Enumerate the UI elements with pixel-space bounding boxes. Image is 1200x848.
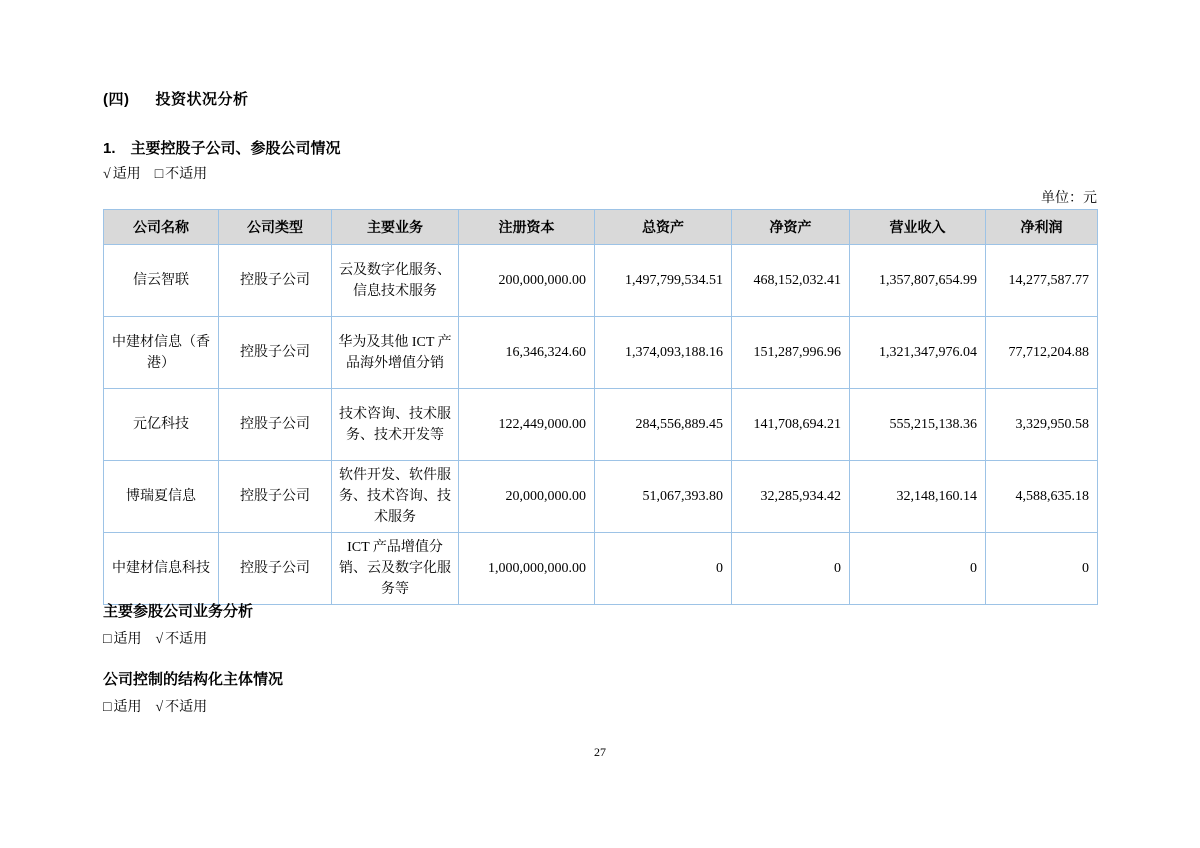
cell-net-profit: 0 [986,533,1098,605]
cell-company-type: 控股子公司 [219,461,332,533]
cell-company-name: 信云智联 [104,245,219,317]
subsection-numbering: 1. [103,140,116,157]
applicability-line-analysis [103,628,207,648]
section-numbering: (四) [103,91,130,108]
analysis-section-title: 主要参股公司业务分析 [103,603,254,620]
cell-registered-capital: 122,449,000.00 [459,389,595,461]
header-revenue: 营业收入 [850,210,986,245]
structured-entity-section-title: 公司控制的结构化主体情况 [103,671,284,688]
header-main-business: 主要业务 [332,210,459,245]
check-icon: √ [155,632,164,647]
checkbox-icon: □ [103,700,112,715]
not-applicable-label: 不适用 [165,167,208,182]
applicable-label: 适用 [112,167,141,182]
cell-company-name: 博瑞夏信息 [104,461,219,533]
not-applicable-label: 不适用 [165,700,208,715]
checkbox-icon: □ [103,632,112,647]
table-row [104,317,1098,389]
cell-net-assets: 0 [732,533,850,605]
cell-revenue: 0 [850,533,986,605]
cell-main-business: 云及数字化服务、信息技术服务 [332,245,459,317]
cell-net-profit: 77,712,204.88 [986,317,1098,389]
cell-net-assets: 151,287,996.96 [732,317,850,389]
applicable-label: 适用 [113,632,142,647]
subsidiaries-table [103,209,1098,605]
cell-revenue: 1,321,347,976.04 [850,317,986,389]
cell-total-assets: 51,067,393.80 [595,461,732,533]
cell-company-name: 元亿科技 [104,389,219,461]
cell-registered-capital: 200,000,000.00 [459,245,595,317]
cell-main-business: ICT 产品增值分销、云及数字化服务等 [332,533,459,605]
unit-label: 单位：元 [1041,191,1097,206]
cell-revenue: 32,148,160.14 [850,461,986,533]
cell-main-business: 技术咨询、技术服务、技术开发等 [332,389,459,461]
cell-main-business: 软件开发、软件服务、技术咨询、技术服务 [332,461,459,533]
cell-company-name: 中建材信息科技 [104,533,219,605]
cell-total-assets: 1,497,799,534.51 [595,245,732,317]
table-row [104,389,1098,461]
cell-net-profit: 3,329,950.58 [986,389,1098,461]
cell-net-profit: 14,277,587.77 [986,245,1098,317]
table-row [104,533,1098,605]
check-icon: √ [103,167,111,182]
header-net-profit: 净利润 [986,210,1098,245]
cell-total-assets: 284,556,889.45 [595,389,732,461]
cell-revenue: 555,215,138.36 [850,389,986,461]
cell-main-business: 华为及其他 ICT 产品海外增值分销 [332,317,459,389]
header-company-type: 公司类型 [219,210,332,245]
cell-net-assets: 468,152,032.41 [732,245,850,317]
applicable-label: 适用 [113,700,142,715]
table-header-row [104,210,1098,245]
header-net-assets: 净资产 [732,210,850,245]
table-row [104,245,1098,317]
applicability-line-subsidiaries [103,163,207,183]
header-registered-capital: 注册资本 [459,210,595,245]
table-row [104,461,1098,533]
section-heading [103,88,249,109]
cell-net-assets: 32,285,934.42 [732,461,850,533]
page-number: 27 [594,745,606,759]
cell-company-type: 控股子公司 [219,317,332,389]
subsection-title: 主要控股子公司、参股公司情况 [130,140,341,157]
cell-company-type: 控股子公司 [219,245,332,317]
cell-net-assets: 141,708,694.21 [732,389,850,461]
check-icon: √ [155,700,164,715]
applicability-line-structured [103,696,207,716]
cell-company-type: 控股子公司 [219,533,332,605]
cell-registered-capital: 20,000,000.00 [459,461,595,533]
cell-total-assets: 0 [595,533,732,605]
cell-registered-capital: 1,000,000,000.00 [459,533,595,605]
not-applicable-label: 不适用 [165,632,208,647]
cell-company-type: 控股子公司 [219,389,332,461]
cell-company-name: 中建材信息（香港） [104,317,219,389]
cell-registered-capital: 16,346,324.60 [459,317,595,389]
subsection-heading [103,137,341,158]
cell-revenue: 1,357,807,654.99 [850,245,986,317]
cell-total-assets: 1,374,093,188.16 [595,317,732,389]
header-total-assets: 总资产 [595,210,732,245]
cell-net-profit: 4,588,635.18 [986,461,1098,533]
section-title: 投资状况分析 [155,91,249,108]
header-company-name: 公司名称 [104,210,219,245]
checkbox-icon: □ [154,167,164,182]
